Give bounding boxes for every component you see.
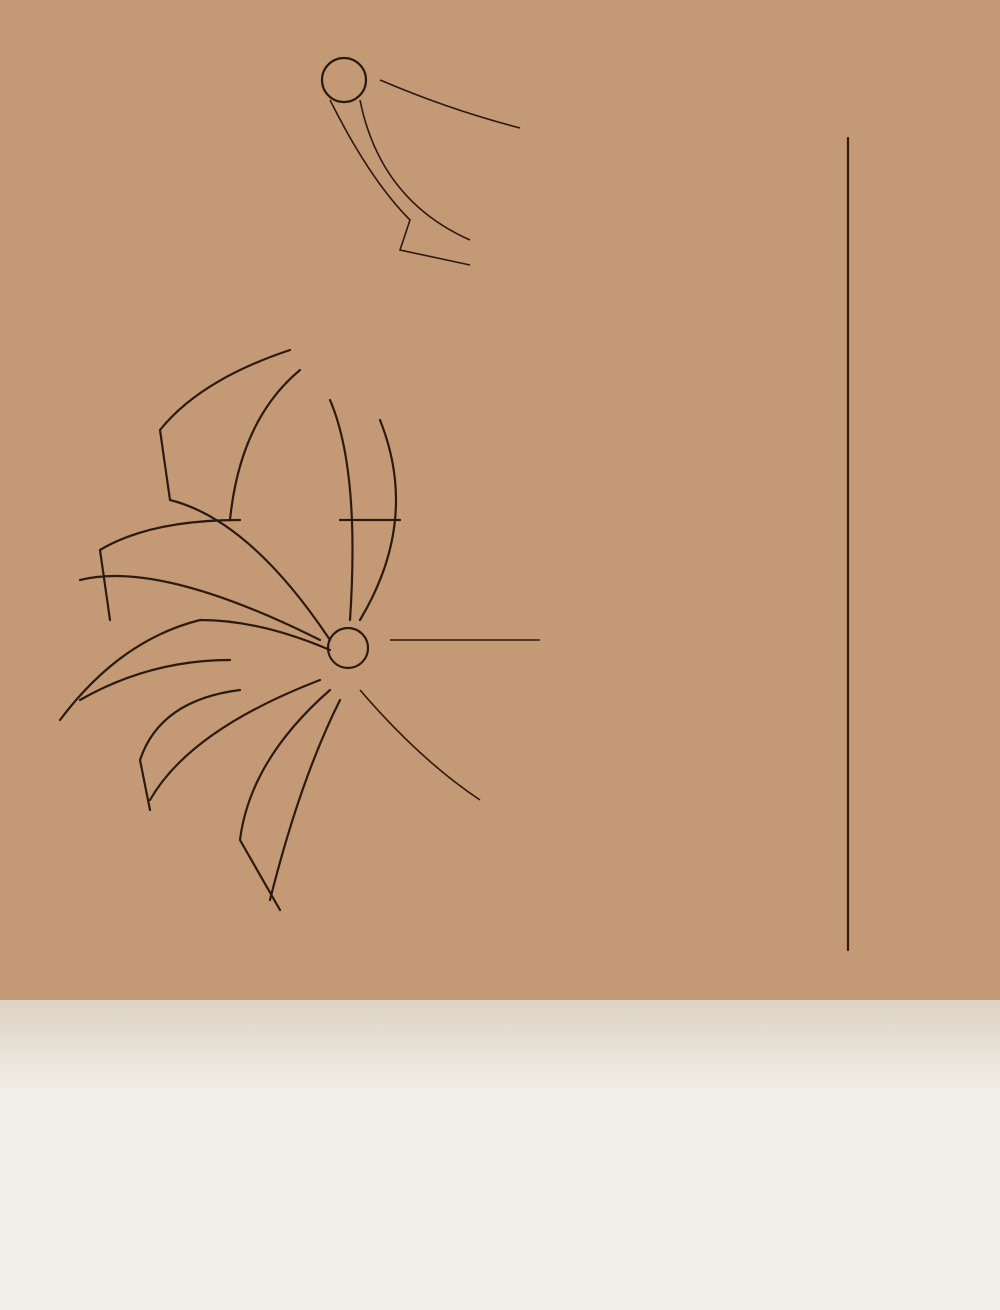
- petal: [330, 400, 400, 620]
- arrow-path: [330, 100, 470, 265]
- petal: [60, 620, 330, 720]
- ring-symbol: [322, 58, 366, 102]
- arrow-path: [380, 80, 520, 128]
- arrow-path: [360, 100, 470, 240]
- petal: [140, 680, 320, 810]
- petal: [160, 350, 330, 640]
- chrysanthemum-motif: [60, 350, 540, 910]
- petal: [240, 690, 340, 910]
- flower-center: [328, 628, 368, 668]
- bleed-through-shade: [0, 1000, 1000, 1096]
- chain-link: [360, 690, 480, 800]
